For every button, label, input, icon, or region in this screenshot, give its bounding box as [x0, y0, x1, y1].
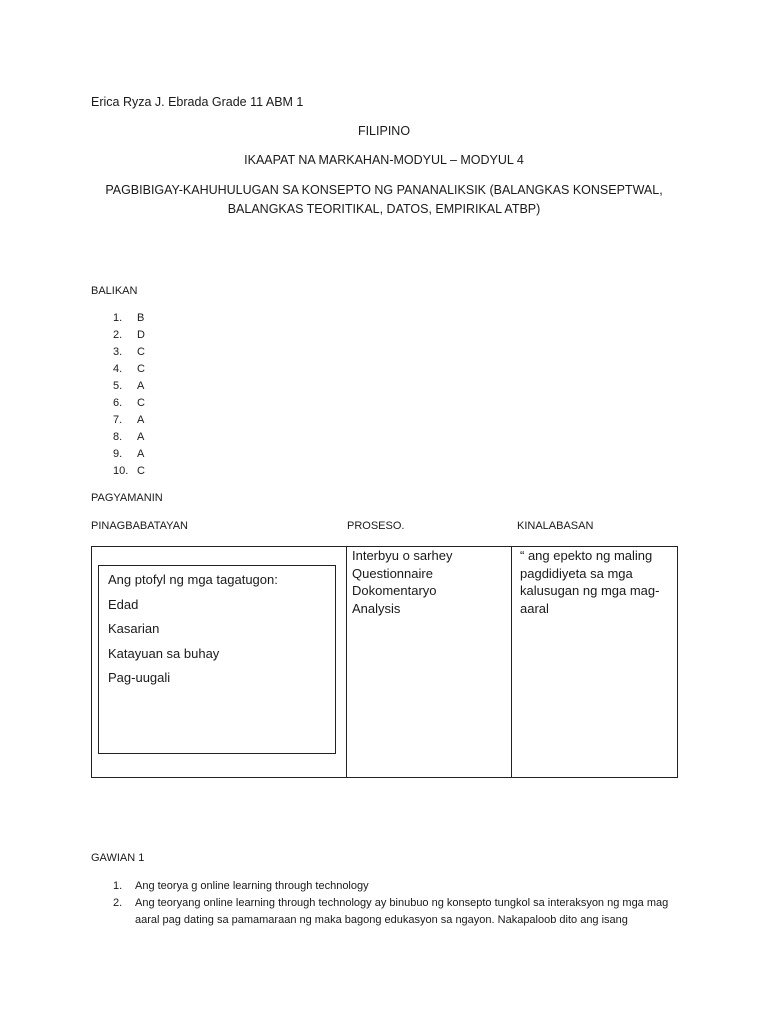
module-title: IKAAPAT NA MARKAHAN-MODYUL – MODYUL 4 — [244, 153, 524, 167]
answer-item — [113, 310, 145, 327]
answer-letter: B — [137, 312, 145, 324]
answer-letter: D — [137, 329, 145, 341]
answer-number: 4. — [113, 363, 123, 375]
answer-item — [113, 344, 145, 361]
process-line: Interbyu o sarhey — [352, 548, 453, 563]
answer-item — [113, 429, 145, 446]
gawain-text: Ang teorya g online learning through technology — [135, 880, 369, 892]
process-line: Questionnaire — [352, 565, 433, 581]
answer-letter: A — [137, 431, 145, 443]
process-line: Analysis — [352, 600, 401, 616]
result-line: aaral — [520, 600, 549, 616]
column-header-result: KINALABASAN — [517, 520, 594, 532]
answer-number: 6. — [113, 397, 123, 409]
answer-number: 3. — [113, 346, 123, 358]
process-cell — [352, 547, 507, 617]
gawain-heading: GAWIAN 1 — [91, 852, 145, 864]
basis-line: Edad — [108, 596, 139, 612]
topic-title: PAGBIBIGAY-KAHUHULUGAN SA KONSEPTO NG PANANALIKSIK (BALANGKAS KONSEPTWAL, BALANGKAS TEORITIKAL, DATOS, EMPIRIKAL ATBP) — [105, 183, 663, 216]
basis-box — [98, 565, 336, 754]
pagyamanin-heading: PAGYAMANIN — [91, 492, 163, 504]
gawain-list — [113, 878, 673, 929]
balikan-heading: BALIKAN — [91, 285, 138, 297]
answer-list — [113, 310, 145, 480]
answer-number: 5. — [113, 380, 123, 392]
answer-letter: C — [137, 363, 145, 375]
basis-line: Katayuan sa buhay — [108, 645, 220, 661]
answer-item — [113, 395, 145, 412]
column-header-process: PROSESO. — [347, 520, 405, 532]
answer-item — [113, 412, 145, 429]
gawain-number: 2. — [113, 897, 123, 909]
answer-letter: C — [137, 465, 145, 477]
answer-number: 2. — [113, 329, 123, 341]
answer-letter: C — [137, 346, 145, 358]
answer-item — [113, 378, 145, 395]
author-line: Erica Ryza J. Ebrada Grade 11 ABM 1 — [91, 95, 304, 109]
table-divider — [511, 547, 512, 777]
result-cell — [520, 547, 670, 617]
result-line: pagdidiyeta sa mga — [520, 565, 633, 581]
pagyamanin-table — [91, 546, 678, 778]
gawain-number: 1. — [113, 880, 123, 892]
result-line: “ ang epekto ng maling — [520, 548, 653, 563]
answer-letter: A — [137, 380, 145, 392]
answer-number: 7. — [113, 414, 123, 426]
answer-letter: C — [137, 397, 145, 409]
gawain-item — [113, 895, 673, 929]
answer-number: 9. — [113, 448, 123, 460]
answer-number: 10. — [113, 465, 129, 477]
answer-item — [113, 361, 145, 378]
subject-title: FILIPINO — [357, 124, 411, 138]
answer-item — [113, 463, 145, 480]
answer-letter: A — [137, 414, 145, 426]
answer-letter: A — [137, 448, 145, 460]
column-header-basis: PINAGBABATAYAN — [91, 520, 188, 532]
basis-line: Kasarian — [108, 621, 160, 636]
result-line: kalusugan ng mga mag- — [520, 583, 660, 598]
gawain-text: Ang teoryang online learning through technology ay binubuo ng konsepto tungkol sa interaksyon ng mga mag aaral pag dating sa pamamaraan ng maka bagong edukasyon sa ngayon. Nakapaloob dito ang isang — [135, 897, 669, 926]
table-divider — [346, 547, 347, 777]
process-line: Dokomentaryo — [352, 583, 437, 598]
answer-number: 8. — [113, 431, 123, 443]
basis-line: Pag-uugali — [108, 670, 171, 685]
answer-item — [113, 446, 145, 463]
answer-number: 1. — [113, 312, 123, 324]
basis-line: Ang ptofyl ng mga tagatugon: — [108, 572, 278, 587]
gawain-item — [113, 878, 673, 895]
answer-item — [113, 327, 145, 344]
